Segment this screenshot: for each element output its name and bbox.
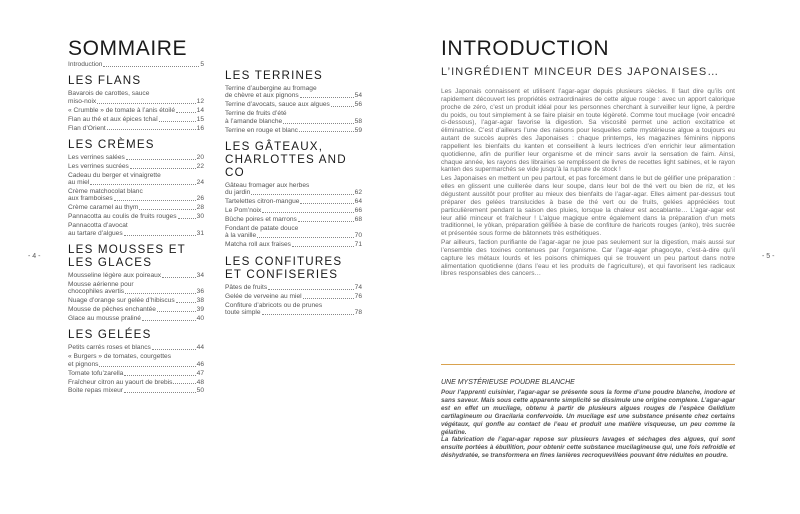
toc-leader-dots <box>124 392 196 393</box>
toc-entry[interactable] <box>68 154 204 161</box>
toc-entry-title: à l’amande blanche <box>225 117 283 125</box>
introduction-subtitle: L’INGRÉDIENT MINCEUR DES JAPONAISES… <box>441 66 720 78</box>
introduction-body <box>441 88 735 279</box>
right-page-number: - 5 - <box>762 253 775 260</box>
toc-entry-title: Glace au mousse praliné <box>68 315 141 323</box>
toc-leader-dots <box>292 246 354 247</box>
toc-entry-title: Tartelettes citron-mangue <box>225 198 300 206</box>
toc-entry-title: Crème matchocolat blanc <box>68 188 143 196</box>
toc-section-heading: LES CONFITURES ET CONFISERIES <box>225 254 343 281</box>
toc-entry-page: 58 <box>354 117 362 125</box>
toc-entry[interactable] <box>225 293 362 300</box>
toc-entry[interactable] <box>68 188 204 203</box>
toc-entry[interactable] <box>68 125 204 132</box>
toc-entry-title: Mousse aérienne pour <box>68 280 134 288</box>
toc-entry-title: Flan d’Orient <box>68 124 106 132</box>
toc-entry-title: Nuage d’orange sur gelée d’hibiscus <box>68 297 175 305</box>
toc-leader-dots <box>159 121 196 122</box>
toc-entry[interactable] <box>68 387 204 394</box>
toc-entry-page: 14 <box>196 106 204 114</box>
toc-entry-page: 68 <box>354 216 362 224</box>
toc-entry-page: 16 <box>196 124 204 132</box>
toc-entry-title: Gâteau fromager aux herbes <box>225 181 310 189</box>
toc-leader-dots <box>142 320 196 321</box>
toc-entry[interactable] <box>68 107 204 114</box>
toc-entry[interactable] <box>225 85 362 100</box>
toc-leader-dots <box>300 97 354 98</box>
toc-entry-title: Cadeau du berger et vinaigrette <box>68 171 161 179</box>
toc-leader-dots <box>157 311 196 312</box>
toc-entry[interactable] <box>225 101 362 108</box>
toc-entry-page: 66 <box>354 207 362 215</box>
toc-section-heading: LES FLANS <box>68 74 142 88</box>
toc-leader-dots <box>299 131 354 132</box>
toc-entry-title: Bavarois de carottes, sauce <box>68 90 150 98</box>
toc-entry-title: « Burgers » de tomates, courgettes <box>68 353 171 361</box>
toc-entry-title: Terrine de fruits d’été <box>225 110 287 118</box>
toc-entry-page: 50 <box>196 387 204 395</box>
toc-entry-page: 47 <box>196 369 204 377</box>
toc-entry-title: de chèvre et aux pignons <box>225 92 299 100</box>
toc-entry[interactable] <box>225 198 362 205</box>
toc-entry-page: 38 <box>196 297 204 305</box>
toc-column-2 <box>225 63 362 318</box>
left-page-number: - 4 - <box>28 253 41 260</box>
toc-entry[interactable] <box>68 204 204 211</box>
toc-entry-page: 71 <box>354 241 362 249</box>
intro-paragraph: Les Japonaises en mettent un peu partout, et pas forcément dans le but de gélifier une préparation : elles en glissent une cuillerée dans leur soupe, dans leur bol de thé vert ou bien de riz, et les dégustent aussitôt pour profiter au mieux des bienfaits de l’agar-agar. Elles aiment par-dessus tout préparer des gelées translucides à base de thé vert ou de fruits, gelées appréciées tout particulièrement pendant la saison des pluies, lorsque la chaleur est accablante… L’agar-agar est leur allié minceur et fraîcheur ! L’algue magique entre également dans la préparation d’un mets traditionnel, le yôkan, préparation gélifiée à base de confiture de haricots rouges (anko), très sucrée et présentée sous forme de bâtonnets très esthétiques. <box>441 175 735 238</box>
toc-entry-page: 12 <box>196 97 204 105</box>
toc-entry-page: 22 <box>196 162 204 170</box>
toc-entry-title: aux framboises <box>68 195 113 203</box>
toc-entry[interactable] <box>225 284 362 291</box>
toc-entry-page: 36 <box>196 288 204 296</box>
toc-entry-page: 62 <box>354 189 362 197</box>
toc-entry-title: Introduction <box>68 61 103 68</box>
box-paragraph: La fabrication de l’agar-agar repose sur plusieurs lavages et séchages des algues, qui sont ensuite portées à ébullition, pour obtenir cette substance mucilagineuse qui, une fois refroidie et déshydratée, se transformera en fines lanières recroquevillées pouvant être réduites en poudre. <box>441 436 735 460</box>
sidebar-box <box>441 364 735 460</box>
toc-entry[interactable] <box>225 241 362 248</box>
toc-leader-dots <box>97 103 195 104</box>
toc-entry[interactable] <box>68 222 204 237</box>
toc-entry-page: 74 <box>354 283 362 291</box>
toc-entry-title: Confiture d’abricots ou de prunes <box>225 301 323 309</box>
toc-entry-page: 78 <box>354 308 362 316</box>
toc-entry[interactable] <box>225 182 362 197</box>
box-title: UNE MYSTÉRIEUSE POUDRE BLANCHE <box>441 379 575 386</box>
toc-entry-title: au tartare d’algues <box>68 229 123 237</box>
toc-entry-title: à la vanille <box>225 232 257 240</box>
toc-entry-page: 34 <box>196 272 204 279</box>
toc-leader-dots <box>298 221 354 222</box>
toc-entry-title: Pâtes de fruits <box>225 283 268 291</box>
toc-entry-title: Flan au thé et aux épices tchaï <box>68 115 158 123</box>
toc-entry-title: Terrine d’aubergine au fromage <box>225 85 317 92</box>
toc-entry-title: et pignons <box>68 360 99 368</box>
toc-section-heading: LES GELÉES <box>68 328 152 342</box>
toc-entry[interactable] <box>225 207 362 214</box>
toc-entry[interactable] <box>68 297 204 304</box>
toc-entry-title: Bûche poires et marrons <box>225 216 297 224</box>
toc-leader-dots <box>124 235 196 236</box>
toc-entry[interactable] <box>225 110 362 125</box>
toc-section-heading: LES CRÈMES <box>68 137 155 151</box>
toc-entry[interactable] <box>225 216 362 223</box>
toc-entry-page: 44 <box>196 344 204 352</box>
intro-paragraph: Par ailleurs, faction purifiante de l’agar-agar ne joue pas seulement sur la digestion, mais aussi sur l’ensemble des toxines contenues par l’organisme. Car l’agar-agar phagocyte, c’est-à-dire qu’il capture les métaux lourds et les poisons chimiques qui se trouvent un peu partout dans notre alimentation quotidienne (dans l’eau et les produits de l’agriculture), et qui favorisent les radicaux libres responsables des cancers… <box>441 239 735 278</box>
toc-leader-dots <box>139 209 195 210</box>
toc-entry-page: 54 <box>354 92 362 100</box>
toc-entry-title: Pannacotta au coulis de fruits rouges <box>68 213 177 221</box>
toc-entry[interactable] <box>68 272 204 279</box>
toc-leader-dots <box>126 159 196 160</box>
toc-column-1 <box>68 60 204 396</box>
toc-leader-dots <box>178 218 196 219</box>
toc-leader-dots <box>257 237 354 238</box>
toc-entry-title: Boite repas mixeur <box>68 387 123 395</box>
toc-entry-page: 70 <box>354 232 362 240</box>
toc-entry[interactable] <box>225 225 362 240</box>
toc-entry-title: Terrine d’avocats, sauce aux algues <box>225 101 330 109</box>
toc-entry-page: 64 <box>354 198 362 206</box>
toc-leader-dots <box>176 112 196 113</box>
box-paragraph: Pour l’apprenti cuisinier, l’agar-agar se présente sous la forme d’une poudre blanche, inodore et sans saveur. Mais sous cette apparente simplicité se dissimule une origine complexe. L’agar-agar est en effet un mucilage, obtenu à partir de plusieurs algues rouges de l’espèce Gelidium cartilagineum ou Gracilaria confervoide. Un mucilage est une substance présente chez certains végétaux, qui gonfle au contact de l’eau et produit une matière visqueuse, un peu comme la gélatine. <box>441 389 735 436</box>
toc-entry-page: 24 <box>196 179 204 187</box>
toc-entry[interactable] <box>225 127 362 134</box>
toc-section-heading: LES MOUSSES ET LES GLACES <box>68 243 186 269</box>
toc-entry-title: Mousse de pêches enchantée <box>68 306 156 314</box>
sommaire-title: SOMMAIRE <box>68 37 188 60</box>
toc-entry-page: 30 <box>196 213 204 221</box>
toc-entry-page: 20 <box>196 153 204 161</box>
toc-entry[interactable] <box>68 370 204 377</box>
toc-entry-title: au miel <box>68 179 90 187</box>
toc-leader-dots <box>152 349 196 350</box>
toc-entry-title: Terrine en rouge et blanc <box>225 126 298 134</box>
toc-entry[interactable] <box>68 163 204 170</box>
toc-leader-dots <box>262 314 354 315</box>
toc-entry-title: Pannacotta d’avocat <box>68 222 128 230</box>
toc-entry-page: 26 <box>196 195 204 203</box>
toc-leader-dots <box>283 123 353 124</box>
toc-entry-page: 31 <box>196 229 204 237</box>
toc-entry-title: Petits carrés roses et blancs <box>68 344 151 352</box>
toc-entry-title: Les verrines salées <box>68 153 125 161</box>
toc-entry-introduction[interactable] <box>68 61 204 68</box>
toc-entry[interactable] <box>68 315 204 322</box>
toc-entry[interactable] <box>68 213 204 220</box>
toc-leader-dots <box>303 298 354 299</box>
toc-leader-dots <box>176 302 196 303</box>
toc-entry-title: « Crumble » de tomate à l’anis étoilé <box>68 106 176 114</box>
toc-entry-page: 48 <box>196 378 204 386</box>
toc-entry-title: Fondant de patate douce <box>225 224 299 232</box>
toc-entry-title: Gelée de verveine au miel <box>225 292 302 300</box>
toc-entry-title: Fraîcheur citron au yaourt de brebis <box>68 378 173 386</box>
toc-entry-title: Le Pom’noix <box>225 207 262 215</box>
intro-paragraph: Les Japonais connaissent et utilisent l’agar-agar depuis plusieurs siècles. Il faut dire qu’ils ont rapidement découvert les propriétés extraordinaires de cette algue rouge : avec un apport calorique proche de zéro, c’est un produit idéal pour les personnes cherchant à surveiller leur ligne, à perdre du poids, ou tout simplement à se faire plaisir en toute légèreté. Comme tout mucilage (voir encadré ci-dessous), l’agar-agar favorise la digestion. Sa viscosité permet une action excitatrice et éliminatrice. C’est d’ailleurs l’une des raisons pour lesquelles cette mystérieuse algue a toujours eu autant de succès auprès des Japonaises : chaque printemps, les magazines féminins nippons rappellent les bienfaits du kanten et conseillent à leurs lectrices d’en enrichir leur alimentation quotidienne, afin de purifier leur organisme et de mincir sans avoir la sensation de faim. Ainsi, chaque année, les rayons des librairies se remplissent de livres de recettes light sabines, et le rayon kanten des supermarchés se vide jusqu’à la rupture de stock ! <box>441 88 735 174</box>
toc-entry-title: miso-noix <box>68 97 97 105</box>
toc-section-heading: LES GÂTEAUX, CHARLOTTES AND CO <box>225 139 347 179</box>
toc-entry-title: du jardin <box>225 189 251 197</box>
toc-entry-page: 56 <box>354 101 362 109</box>
toc-entry-page: 39 <box>196 306 204 314</box>
toc-leader-dots <box>107 129 196 130</box>
toc-leader-dots <box>251 194 353 195</box>
toc-entry[interactable] <box>68 306 204 313</box>
toc-leader-dots <box>114 200 196 201</box>
toc-section-heading: LES TERRINES <box>225 69 323 82</box>
toc-leader-dots <box>103 66 199 67</box>
toc-entry-title: chocophiles avertis <box>68 288 125 296</box>
toc-leader-dots <box>99 366 195 367</box>
toc-leader-dots <box>268 289 354 290</box>
toc-entry-page: 59 <box>354 126 362 134</box>
toc-entry[interactable] <box>68 344 204 351</box>
toc-leader-dots <box>262 212 353 213</box>
toc-entry[interactable] <box>68 281 204 296</box>
toc-entry[interactable] <box>225 302 362 317</box>
introduction-title: INTRODUCTION <box>441 37 610 60</box>
toc-entry-title: Les verrines sucrées <box>68 162 129 170</box>
toc-leader-dots <box>173 383 195 384</box>
toc-leader-dots <box>300 203 353 204</box>
toc-entry-page: 76 <box>354 292 362 300</box>
toc-entry[interactable] <box>68 116 204 123</box>
toc-leader-dots <box>162 277 196 278</box>
toc-leader-dots <box>90 184 195 185</box>
toc-entry[interactable] <box>68 172 204 187</box>
toc-entry[interactable] <box>68 353 204 368</box>
toc-entry-title: Tomate tofu’zarella <box>68 369 124 377</box>
toc-entry[interactable] <box>68 90 204 105</box>
toc-entry-title: Crème caramel au thym <box>68 204 139 212</box>
toc-entry-page: 28 <box>196 204 204 212</box>
toc-entry-title: Matcha roll aux fraises <box>225 241 291 249</box>
toc-entry-page: 5 <box>200 61 204 68</box>
toc-leader-dots <box>130 168 196 169</box>
toc-entry-title: toute simple <box>225 308 261 316</box>
toc-leader-dots <box>331 106 354 107</box>
toc-leader-dots <box>124 375 195 376</box>
toc-entry[interactable] <box>68 379 204 386</box>
toc-entry-page: 15 <box>196 115 204 123</box>
toc-entry-title: Mousseline légère aux poireaux <box>68 272 162 279</box>
toc-entry-page: 46 <box>196 360 204 368</box>
toc-entry-page: 40 <box>196 315 204 323</box>
toc-leader-dots <box>125 293 196 294</box>
